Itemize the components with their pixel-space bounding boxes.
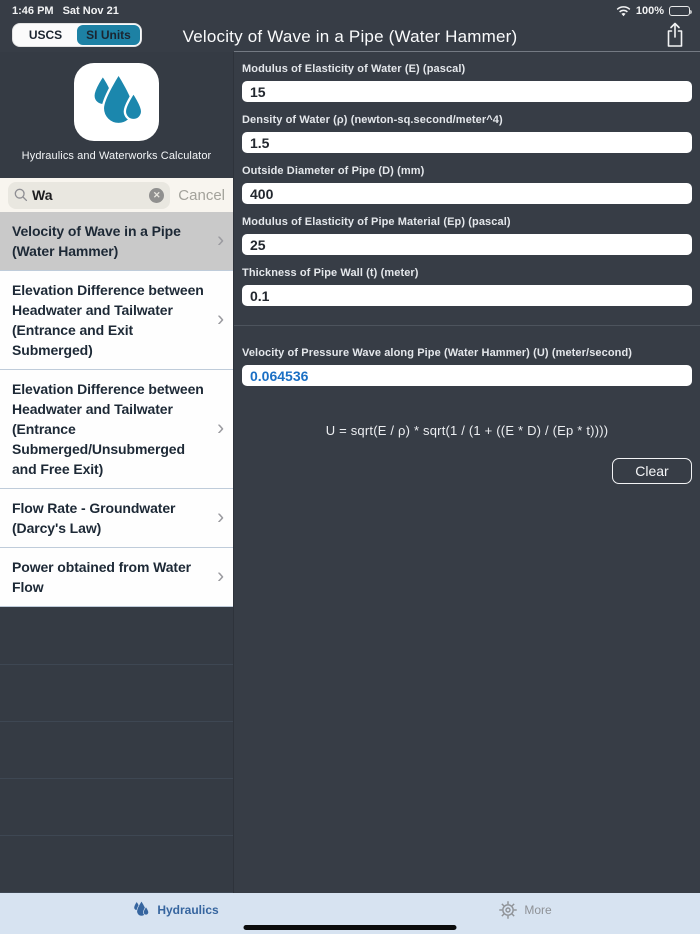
list-item-power-water-flow[interactable] [0,548,233,607]
chevron-right-icon: › [217,505,224,529]
field-label: Density of Water (ρ) (newton-sq.second/meter^4) [242,114,503,126]
wifi-icon [616,6,631,17]
calculator-form [234,51,700,892]
search-clear-icon[interactable]: ✕ [149,188,164,203]
battery-percent: 100% [635,5,664,17]
clock-time: 1:46 PM [12,5,54,17]
water-drops-icon [131,899,151,920]
navigation-bar [0,22,700,52]
section-divider [234,325,700,326]
status-bar [0,0,700,22]
search-cancel-button[interactable]: Cancel [178,186,225,204]
field-result-velocity [242,347,692,386]
segment-uscs[interactable]: USCS [28,28,63,42]
water-drops-logo-icon [84,69,150,135]
modulus-elasticity-water-input[interactable] [242,81,692,102]
units-segmented-control [12,23,142,47]
field-modulus-elasticity-water [242,63,692,102]
calculator-list [0,212,233,607]
app-caption: Hydraulics and Waterworks Calculator [21,150,212,163]
result-value-input[interactable] [242,365,692,386]
formula-text: U = sqrt(E / ρ) * sqrt(1 / (1 + ((E * D) / (Ep * t)))) [325,423,609,438]
list-item-elevation-free-exit[interactable] [0,370,233,489]
share-icon [664,22,688,48]
chevron-right-icon: › [217,416,224,440]
list-item-elevation-submerged[interactable] [0,271,233,370]
search-field[interactable] [8,182,170,209]
chevron-right-icon: › [217,307,224,331]
tab-label: Hydraulics [157,902,219,917]
tab-bar [0,893,700,934]
share-button[interactable] [664,22,688,48]
list-item-label: Velocity of Wave in a Pipe (Water Hammer) [12,223,181,259]
field-label: Modulus of Elasticity of Water (E) (pascal) [242,63,466,75]
field-thickness-pipe-wall [242,267,692,306]
tab-label: More [524,902,552,917]
page-title: Velocity of Wave in a Pipe (Water Hammer) [182,27,518,46]
gear-icon [498,900,518,920]
segment-si-units[interactable]: SI Units [77,25,140,45]
clock-date: Sat Nov 21 [62,5,119,17]
search-row [0,178,233,212]
clear-button[interactable]: Clear [612,458,692,484]
modulus-elasticity-pipe-input[interactable] [242,234,692,255]
search-icon [14,188,28,202]
list-item-label: Elevation Difference between Headwater and Tailwater (Entrance Submerged/Unsubmerged and Free Exit) [12,381,204,477]
sidebar [0,52,234,893]
empty-list-rows [0,607,233,893]
thickness-pipe-wall-input[interactable] [242,285,692,306]
field-density-water [242,114,692,153]
result-label: Velocity of Pressure Wave along Pipe (Water Hammer) (U) (meter/second) [242,347,633,359]
app-logo [74,63,159,141]
field-outside-diameter [242,165,692,204]
chevron-right-icon: › [217,564,224,588]
list-item-flow-rate-groundwater[interactable] [0,489,233,548]
list-item-velocity-of-wave[interactable] [0,212,233,271]
outside-diameter-input[interactable] [242,183,692,204]
search-input[interactable] [32,187,145,203]
field-label: Outside Diameter of Pipe (D) (mm) [242,165,425,177]
battery-icon [669,6,690,16]
field-label: Thickness of Pipe Wall (t) (meter) [242,267,419,279]
home-indicator[interactable] [244,925,457,930]
field-label: Modulus of Elasticity of Pipe Material (Ep) (pascal) [242,216,511,228]
density-water-input[interactable] [242,132,692,153]
field-modulus-elasticity-pipe [242,216,692,255]
list-item-label: Elevation Difference between Headwater and Tailwater (Entrance and Exit Submerged) [12,282,204,358]
chevron-right-icon: › [217,228,224,252]
list-item-label: Power obtained from Water Flow [12,559,192,595]
list-item-label: Flow Rate - Groundwater (Darcy's Law) [12,500,176,536]
